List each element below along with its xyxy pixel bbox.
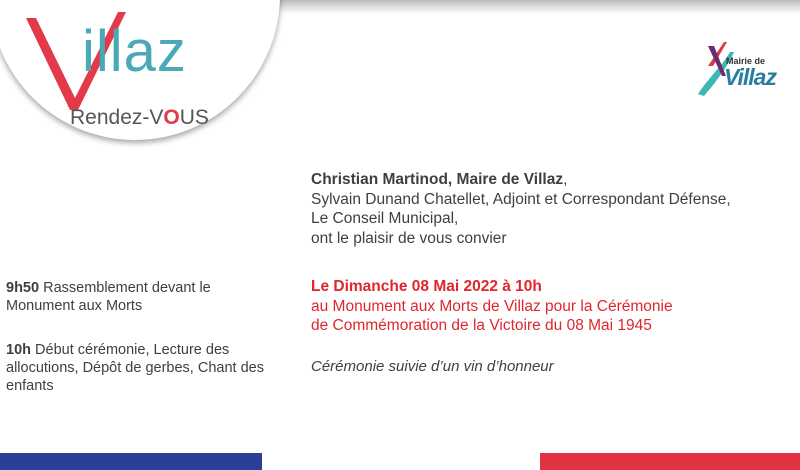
reception-note: Cérémonie suivie d’un vin d’honneur — [311, 358, 554, 375]
program-time: 10h — [6, 342, 31, 358]
program-item — [6, 341, 276, 395]
intro-line-invite: ont le plaisir de vous convier — [311, 229, 507, 247]
mairie-name: Villaz — [724, 64, 776, 90]
program-text: Rassemblement devant le Monument aux Morts — [6, 280, 211, 314]
intro-line-council: Le Conseil Municipal, — [311, 210, 459, 227]
program-time: 9h50 — [6, 280, 40, 296]
logo-wordmark — [82, 19, 187, 84]
mayor-name: Christian Martinod, Maire de Villaz — [311, 171, 564, 188]
event-purpose: de Commémoration de la Victoire du 08 Mai 1945 — [311, 317, 652, 334]
intro-line-deputy: Sylvain Dunand Chatellet, Adjoint et Correspondant Défense, — [311, 190, 731, 208]
event-date: Le Dimanche 08 Mai 2022 à 10h — [311, 278, 542, 295]
mayor-suffix: , — [563, 171, 568, 188]
invitation-intro — [311, 170, 731, 248]
program-text: Début cérémonie, Lecture des allocutions, Dépôt de gerbes, Chant des enfants — [6, 342, 264, 394]
flag-stripe-red — [540, 453, 800, 470]
logo-subtitle-end: US — [179, 106, 209, 129]
flag-stripe-blue — [0, 453, 262, 470]
event-location: au Monument aux Morts de Villaz pour la Cérémonie — [311, 297, 673, 315]
logo-wordmark-text: illaz — [82, 19, 187, 84]
program-item — [6, 279, 276, 315]
intro-line-mayor — [311, 170, 731, 190]
logo-subtitle-o: O — [163, 106, 180, 129]
logo-subtitle-start: Rendez-V — [70, 106, 164, 129]
event-details — [311, 277, 673, 336]
logo-subtitle — [70, 106, 209, 130]
mairie-label: Mairie de — [726, 56, 766, 66]
